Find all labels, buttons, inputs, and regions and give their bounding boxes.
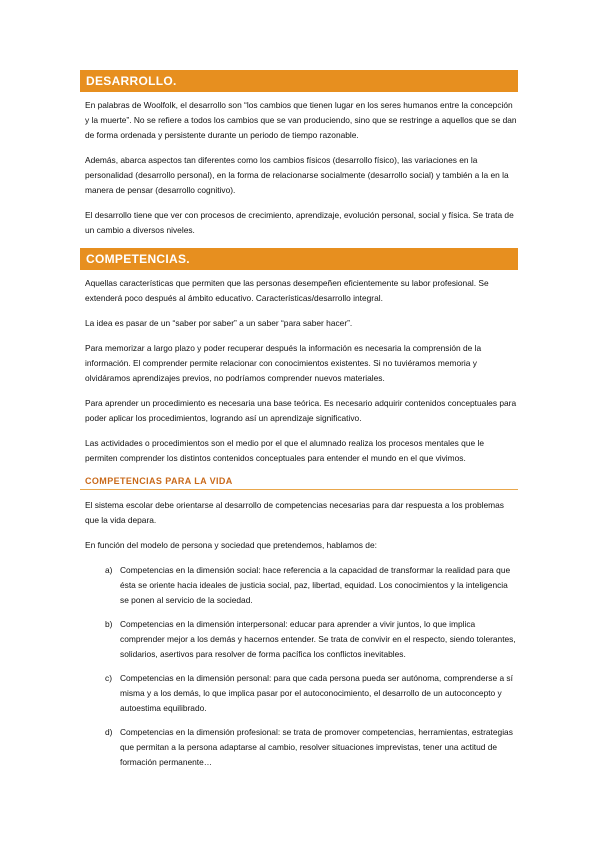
paragraph: Para aprender un procedimiento es necesaria una base teórica. Es necesario adquirir contenidos conceptuales para poder aplicar los procedimientos, logrando así un aprendizaje significativo. [85,398,517,423]
paragraph: Las actividades o procedimientos son el medio por el que el alumnado realiza los procesos mentales que le permiten comprender los distintos contenidos conceptuales para entender el mundo en el que vivimos. [85,438,484,463]
list-item-text: Competencias en la dimensión social: hace referencia a la capacidad de transformar la realidad para que ésta se oriente hacia ideales de justicia social, paz, libertad, equidad. Los conocimientos y la inteligencia se ponen al servicio de la sociedad. [120,565,511,605]
list-item-text: Competencias en la dimensión personal: para que cada persona pueda ser autónoma, comprenderse a sí misma y a los demás, lo que implica pasar por el autoconocimiento, el desarrollo de un autoconcepto y autoestima equilibrado. [120,673,513,713]
list-item [80,617,518,662]
list-item [80,725,518,770]
list-item-text: Competencias en la dimensión interpersonal: educar para aprender a vivir juntos, lo que implica comprender mejor a los demás y hacernos entender. Se trata de convivir en el respecto, siendo tolerantes, solidarios, asertivos para resolver de forma pacífica los conflictos inevitables. [120,619,516,659]
paragraph: La idea es pasar de un “saber por saber” a un saber “para saber hacer”. [85,318,353,328]
paragraph: Aquellas características que permiten que las personas desempeñen eficientemente su labor profesional. Se extenderá poco después al ámbito educativo. Características/desarrollo integral. [85,278,489,303]
list-marker: b) [105,619,113,629]
page-content [80,70,518,779]
competencias-list [80,563,518,770]
list-marker: c) [105,673,112,683]
subsection-header-competencias-vida: COMPETENCIAS PARA LA VIDA [80,476,518,490]
section-header-desarrollo: DESARROLLO. [80,70,518,92]
section-header-competencias: COMPETENCIAS. [80,248,518,270]
paragraph: En función del modelo de persona y sociedad que pretendemos, hablamos de: [85,540,377,550]
paragraph: El desarrollo tiene que ver con procesos de crecimiento, aprendizaje, evolución personal, social y física. Se trata de un cambio a diversos niveles. [85,210,514,235]
list-item [80,563,518,608]
paragraph: Además, abarca aspectos tan diferentes como los cambios físicos (desarrollo físico), las variaciones en la personalidad (desarrollo personal), en la forma de relacionarse socialmente (desarrollo social) y también a la en la manera de pensar (desarrollo cognitivo). [85,155,509,195]
list-marker: d) [105,727,113,737]
paragraph: En palabras de Woolfolk, el desarrollo son “los cambios que tienen lugar en los seres humanos entre la concepción y la muerte”. No se refiere a todos los cambios que se van produciendo, sino que se restringe a aquellos que se dan de forma ordenada y persistente durante un periodo de tiempo razonable. [85,100,517,140]
paragraph: El sistema escolar debe orientarse al desarrollo de competencias necesarias para dar respuesta a los problemas que la vida depara. [85,500,504,525]
list-item [80,671,518,716]
list-item-text: Competencias en la dimensión profesional: se trata de promover competencias, herramientas, estrategias que permitan a la persona adaptarse al cambio, resolver situaciones imprevistas, tener una actitud de formación permanente… [120,727,513,767]
paragraph: Para memorizar a largo plazo y poder recuperar después la información es necesaria la comprensión de la información. El comprender permite relacionar con conocimientos existentes. Si no tuviéramos memoria y olvidáramos aprendizajes previos, no podríamos comprender nuevos materiales. [85,343,482,383]
list-marker: a) [105,565,113,575]
